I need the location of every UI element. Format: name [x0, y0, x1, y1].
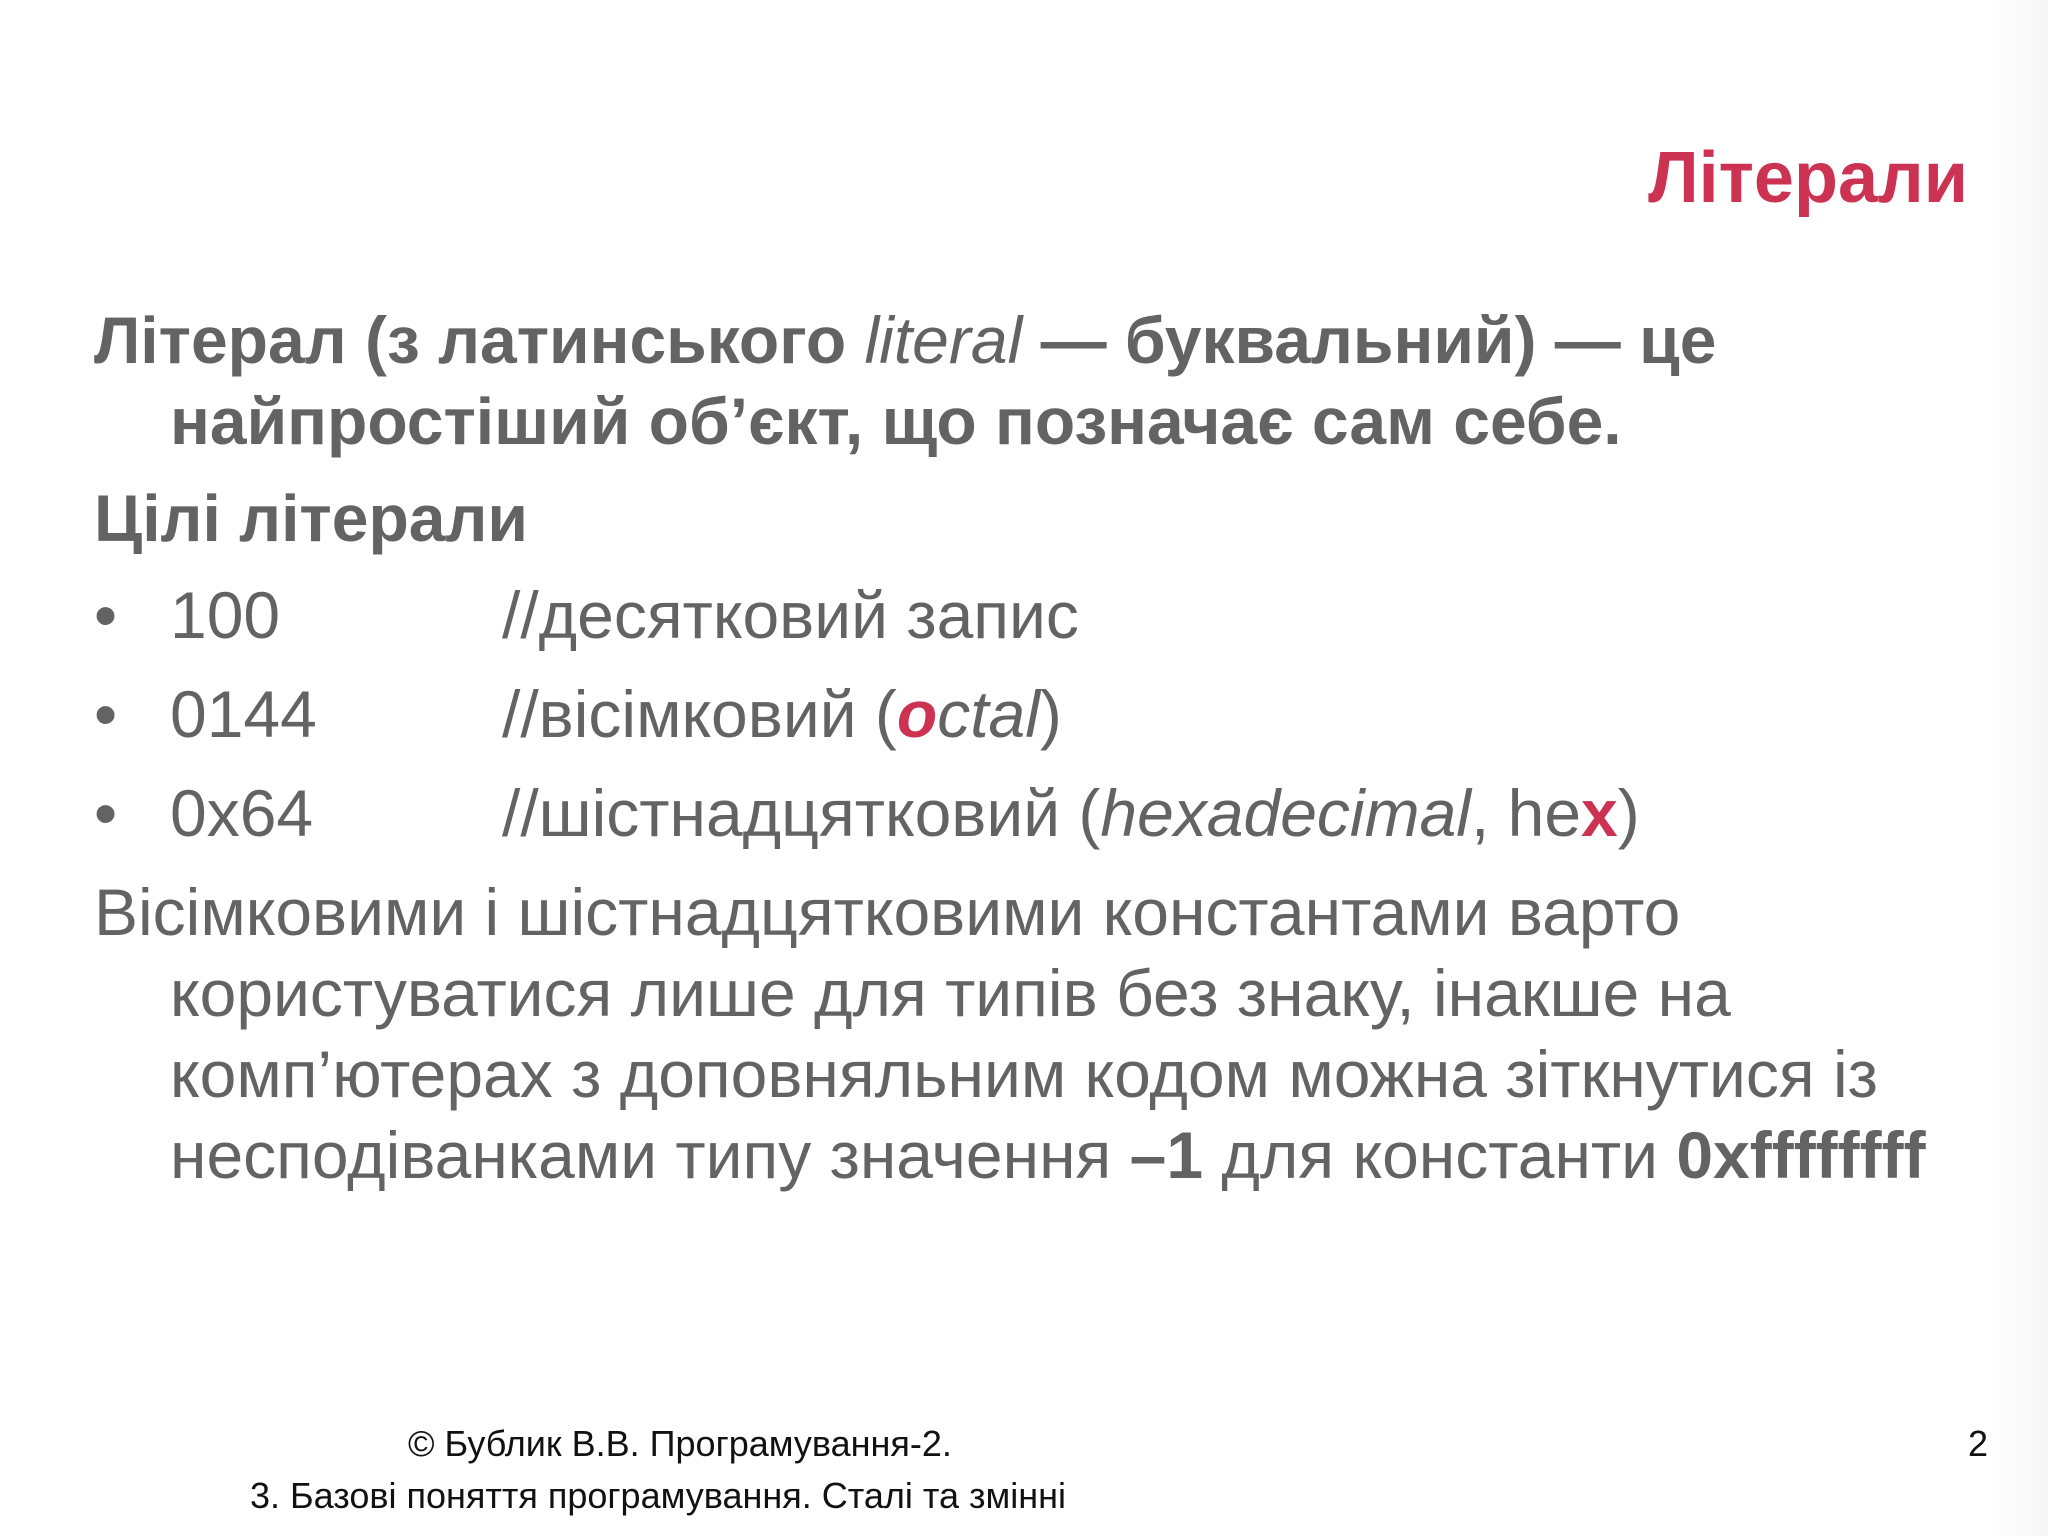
- bullet-dot: •: [94, 677, 118, 751]
- bullet-comment: //десятковий запис: [502, 578, 1079, 652]
- comment-prefix: //вісімковий (: [502, 677, 897, 751]
- definition-part2: — буквальний) — це найпростіший об’єкт, що позначає сам себе.: [170, 303, 1717, 458]
- footer-course-topic: 3. Базові поняття програмування. Сталі та змінні: [250, 1475, 1066, 1516]
- comment-suffix: ): [1039, 677, 1062, 751]
- slide-content: [94, 300, 1974, 1212]
- comment-italic: ctal: [937, 677, 1040, 751]
- note-text2: для константи: [1203, 1118, 1677, 1192]
- comment-mid: , he: [1470, 776, 1582, 850]
- note-constant: 0xffffffff: [1676, 1118, 1926, 1192]
- comment-italic: hexadecimal: [1100, 776, 1471, 850]
- definition-term: literal: [864, 303, 1023, 377]
- section-heading: Цілі літерали: [94, 481, 528, 555]
- note-value: –1: [1129, 1118, 1204, 1192]
- bullet-item-decimal: [94, 575, 1974, 656]
- definition-paragraph: [94, 300, 1974, 462]
- bullet-literal: 0x64: [170, 776, 314, 850]
- edge-shade: [1988, 0, 2048, 1536]
- footer-copyright: © Бублик В.В. Програмування-2.: [408, 1423, 952, 1464]
- bullet-comment: [502, 773, 1640, 854]
- bullet-literal: 100: [170, 578, 281, 652]
- comment-prefix: //шістнадцятковий (: [502, 776, 1101, 850]
- bullet-item-hex: [94, 773, 1974, 854]
- bullet-comment: [502, 674, 1062, 755]
- bullet-dot: •: [94, 578, 118, 652]
- page-number: 2: [1967, 1423, 1988, 1464]
- comment-highlight: x: [1581, 776, 1618, 850]
- bullet-item-octal: [94, 674, 1974, 755]
- slide-title: Літерали: [1648, 138, 1968, 218]
- definition-part1: Літерал (з латинського: [94, 303, 865, 377]
- note-text: Вісімковими і шістнадцятковими константами варто користуватися лише для типів без знаку, інакше на комп’ютерах з доповняльним кодом можна зіткнутися із несподіванками типу значення: [94, 875, 1878, 1192]
- comment-highlight: o: [896, 677, 938, 751]
- bullet-literal: 0144: [170, 677, 317, 751]
- bullet-dot: •: [94, 776, 118, 850]
- note-paragraph: [94, 872, 1974, 1196]
- comment-suffix: ): [1617, 776, 1640, 850]
